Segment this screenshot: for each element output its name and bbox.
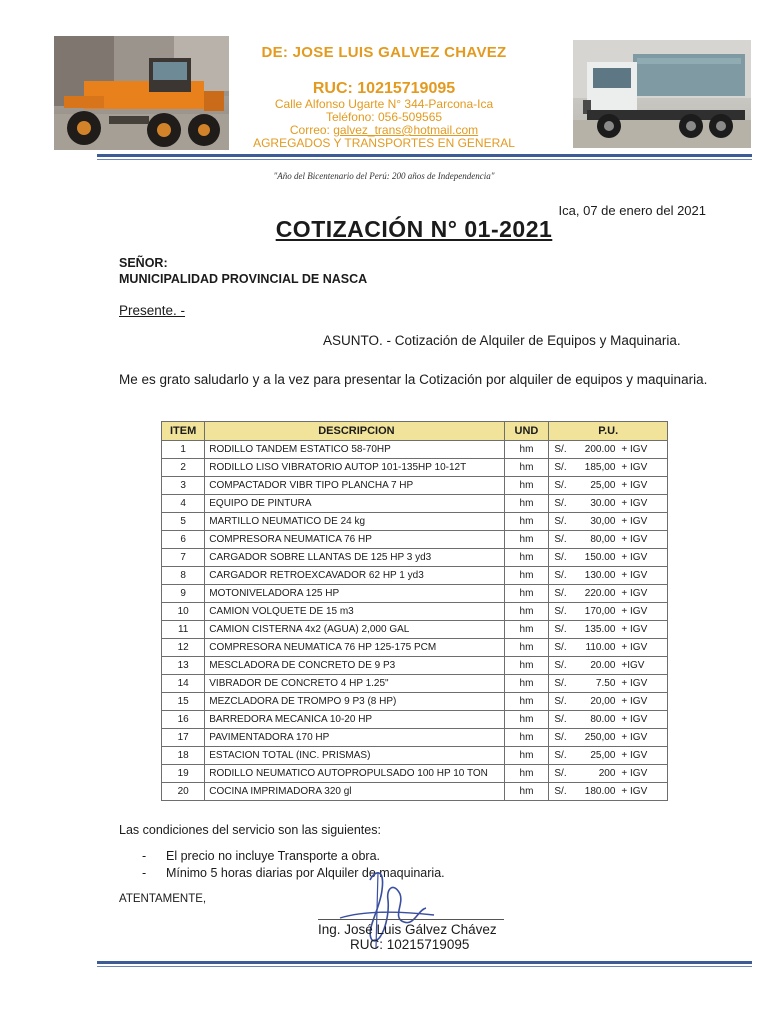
currency: S/. bbox=[554, 444, 567, 455]
closing: ATENTAMENTE, bbox=[119, 893, 207, 905]
table-row bbox=[162, 639, 668, 657]
item-unit-price bbox=[549, 711, 668, 729]
item-description: COMPRESORA NEUMATICA 76 HP bbox=[205, 531, 504, 549]
footer-rule-thin bbox=[97, 966, 752, 967]
presente-line: Presente. - bbox=[119, 303, 186, 318]
igv-note: + IGV bbox=[621, 696, 648, 707]
price-value: 30.00 bbox=[590, 498, 616, 509]
currency: S/. bbox=[554, 714, 567, 725]
price-value: 170,00 bbox=[584, 606, 616, 617]
price-value: 110.00 bbox=[585, 642, 616, 653]
item-unit: hm bbox=[504, 531, 549, 549]
price-value: 80,00 bbox=[590, 534, 616, 545]
item-unit-price bbox=[549, 621, 668, 639]
item-number: 10 bbox=[162, 603, 205, 621]
currency: S/. bbox=[554, 588, 567, 599]
price-value: 20,00 bbox=[590, 696, 616, 707]
igv-note: + IGV bbox=[621, 750, 648, 761]
item-number: 9 bbox=[162, 585, 205, 603]
item-unit-price bbox=[549, 513, 668, 531]
table-row bbox=[162, 459, 668, 477]
igv-note: + IGV bbox=[621, 642, 648, 653]
table-row bbox=[162, 711, 668, 729]
item-number: 15 bbox=[162, 693, 205, 711]
sender-ruc: RUC: 10215719095 bbox=[312, 80, 456, 97]
item-unit: hm bbox=[504, 675, 549, 693]
table-row bbox=[162, 603, 668, 621]
item-description: RODILLO NEUMATICO AUTOPROPULSADO 100 HP 10 TON bbox=[205, 765, 504, 783]
price-value: 200.00 bbox=[584, 444, 616, 455]
item-description: PAVIMENTADORA 170 HP bbox=[205, 729, 504, 747]
table-row bbox=[162, 495, 668, 513]
item-description: COCINA IMPRIMADORA 320 gl bbox=[205, 783, 504, 801]
item-unit-price bbox=[549, 729, 668, 747]
item-unit: hm bbox=[504, 513, 549, 531]
year-motto: "Año del Bicentenario del Perú: 200 años de Independencia" bbox=[273, 171, 495, 181]
item-unit: hm bbox=[504, 477, 549, 495]
price-table bbox=[161, 421, 668, 801]
price-value: 220.00 bbox=[584, 588, 616, 599]
header-rule bbox=[97, 154, 752, 157]
table-row bbox=[162, 693, 668, 711]
igv-note: + IGV bbox=[621, 570, 648, 581]
item-description: MARTILLO NEUMATICO DE 24 kg bbox=[205, 513, 504, 531]
igv-note: + IGV bbox=[621, 444, 648, 455]
currency: S/. bbox=[554, 768, 567, 779]
sender-email-line bbox=[0, 123, 768, 137]
item-description: COMPRESORA NEUMATICA 76 HP 125-175 PCM bbox=[205, 639, 504, 657]
igv-note: + IGV bbox=[621, 498, 648, 509]
price-value: 185,00 bbox=[584, 462, 616, 473]
intro-paragraph: Me es grato saludarlo y a la vez para presentar la Cotización por alquiler de equipos y maquinaria. bbox=[119, 372, 708, 387]
item-unit-price bbox=[549, 567, 668, 585]
item-number: 3 bbox=[162, 477, 205, 495]
item-unit-price bbox=[549, 531, 668, 549]
header-item: ITEM bbox=[162, 422, 205, 441]
price-value: 30,00 bbox=[590, 516, 616, 527]
item-number: 5 bbox=[162, 513, 205, 531]
document-date: Ica, 07 de enero del 2021 bbox=[558, 203, 706, 218]
item-unit: hm bbox=[504, 567, 549, 585]
currency: S/. bbox=[554, 462, 567, 473]
item-description: BARREDORA MECANICA 10-20 HP bbox=[205, 711, 504, 729]
price-value: 130.00 bbox=[584, 570, 616, 581]
sender-business: AGREGADOS Y TRANSPORTES EN GENERAL bbox=[253, 136, 515, 150]
header-description: DESCRIPCION bbox=[205, 422, 504, 441]
item-number: 6 bbox=[162, 531, 205, 549]
item-number: 2 bbox=[162, 459, 205, 477]
table-row bbox=[162, 477, 668, 495]
conditions-title: Las condiciones del servicio son las siguientes: bbox=[119, 823, 381, 837]
item-description: EQUIPO DE PINTURA bbox=[205, 495, 504, 513]
igv-note: + IGV bbox=[621, 516, 648, 527]
item-description: RODILLO TANDEM ESTATICO 58-70HP bbox=[205, 441, 504, 459]
item-unit-price bbox=[549, 747, 668, 765]
document-title: COTIZACIÓN N° 01-2021 bbox=[275, 216, 553, 242]
signer-name: Ing. José Luis Gálvez Chávez bbox=[318, 922, 497, 937]
header-unit-price: P.U. bbox=[549, 422, 668, 441]
item-unit-price bbox=[549, 675, 668, 693]
table-row bbox=[162, 783, 668, 801]
item-unit: hm bbox=[504, 603, 549, 621]
item-number: 13 bbox=[162, 657, 205, 675]
email-link[interactable]: galvez_trans@hotmail.com bbox=[333, 123, 479, 137]
currency: S/. bbox=[554, 642, 567, 653]
item-number: 1 bbox=[162, 441, 205, 459]
header-unit: UND bbox=[504, 422, 549, 441]
item-description: VIBRADOR DE CONCRETO 4 HP 1.25" bbox=[205, 675, 504, 693]
currency: S/. bbox=[554, 696, 567, 707]
price-value: 25,00 bbox=[590, 480, 616, 491]
table-row bbox=[162, 549, 668, 567]
currency: S/. bbox=[554, 624, 567, 635]
item-number: 11 bbox=[162, 621, 205, 639]
igv-note: + IGV bbox=[621, 534, 648, 545]
bullet-dash: - bbox=[142, 866, 147, 880]
table-row bbox=[162, 531, 668, 549]
price-value: 25,00 bbox=[590, 750, 616, 761]
item-unit-price bbox=[549, 639, 668, 657]
price-value: 80.00 bbox=[590, 714, 616, 725]
table-row bbox=[162, 729, 668, 747]
igv-note: + IGV bbox=[621, 768, 648, 779]
item-unit: hm bbox=[504, 711, 549, 729]
igv-note: + IGV bbox=[621, 732, 648, 743]
bullet-dash: - bbox=[142, 849, 147, 863]
table-row bbox=[162, 657, 668, 675]
recipient-salutation: SEÑOR: bbox=[119, 256, 168, 270]
item-description: CAMION CISTERNA 4x2 (AGUA) 2,000 GAL bbox=[205, 621, 504, 639]
table-row bbox=[162, 765, 668, 783]
currency: S/. bbox=[554, 534, 567, 545]
item-description: CAMION VOLQUETE DE 15 m3 bbox=[205, 603, 504, 621]
igv-note: + IGV bbox=[621, 786, 648, 797]
item-unit-price bbox=[549, 459, 668, 477]
sender-address: Calle Alfonso Ugarte N° 344-Parcona-Ica bbox=[274, 97, 494, 111]
header-rule-thin bbox=[97, 159, 752, 160]
table-row bbox=[162, 513, 668, 531]
item-number: 19 bbox=[162, 765, 205, 783]
price-value: 250,00 bbox=[584, 732, 616, 743]
item-description: COMPACTADOR VIBR TIPO PLANCHA 7 HP bbox=[205, 477, 504, 495]
item-unit-price bbox=[549, 765, 668, 783]
igv-note: + IGV bbox=[621, 552, 648, 563]
item-unit: hm bbox=[504, 693, 549, 711]
item-unit: hm bbox=[504, 621, 549, 639]
signer-ruc: RUC: 10215719095 bbox=[350, 937, 470, 952]
currency: S/. bbox=[554, 750, 567, 761]
item-unit-price bbox=[549, 657, 668, 675]
item-unit-price bbox=[549, 783, 668, 801]
currency: S/. bbox=[554, 498, 567, 509]
item-number: 7 bbox=[162, 549, 205, 567]
table-row bbox=[162, 441, 668, 459]
signature-line bbox=[318, 919, 504, 920]
item-unit: hm bbox=[504, 765, 549, 783]
item-description: CARGADOR SOBRE LLANTAS DE 125 HP 3 yd3 bbox=[205, 549, 504, 567]
item-unit-price bbox=[549, 603, 668, 621]
item-unit: hm bbox=[504, 585, 549, 603]
currency: S/. bbox=[554, 606, 567, 617]
item-number: 17 bbox=[162, 729, 205, 747]
email-label: Correo: bbox=[289, 123, 330, 137]
currency: S/. bbox=[554, 552, 567, 563]
item-unit: hm bbox=[504, 747, 549, 765]
price-value: 135.00 bbox=[584, 624, 616, 635]
item-number: 8 bbox=[162, 567, 205, 585]
igv-note: + IGV bbox=[621, 714, 648, 725]
item-number: 4 bbox=[162, 495, 205, 513]
currency: S/. bbox=[554, 516, 567, 527]
item-number: 20 bbox=[162, 783, 205, 801]
igv-note: +IGV bbox=[621, 660, 645, 671]
item-unit: hm bbox=[504, 441, 549, 459]
price-value: 200 bbox=[598, 768, 616, 779]
table-row bbox=[162, 567, 668, 585]
condition-text: Mínimo 5 horas diarias por Alquiler de maquinaria. bbox=[166, 866, 445, 880]
item-description: MEZCLADORA DE TROMPO 9 P3 (8 HP) bbox=[205, 693, 504, 711]
table-header-row bbox=[162, 422, 668, 441]
price-value: 7.50 bbox=[595, 678, 616, 689]
item-description: RODILLO LISO VIBRATORIO AUTOP 101-135HP 10-12T bbox=[205, 459, 504, 477]
igv-note: + IGV bbox=[621, 678, 648, 689]
footer-rule bbox=[97, 961, 752, 964]
item-description: MESCLADORA DE CONCRETO DE 9 P3 bbox=[205, 657, 504, 675]
item-number: 18 bbox=[162, 747, 205, 765]
table-body bbox=[162, 441, 668, 801]
price-value: 20.00 bbox=[590, 660, 616, 671]
igv-note: + IGV bbox=[621, 480, 648, 491]
item-unit: hm bbox=[504, 549, 549, 567]
price-value: 180.00 bbox=[584, 786, 616, 797]
igv-note: + IGV bbox=[621, 624, 648, 635]
currency: S/. bbox=[554, 786, 567, 797]
item-description: MOTONIVELADORA 125 HP bbox=[205, 585, 504, 603]
igv-note: + IGV bbox=[621, 588, 648, 599]
item-unit-price bbox=[549, 585, 668, 603]
currency: S/. bbox=[554, 570, 567, 581]
condition-text: El precio no incluye Transporte a obra. bbox=[166, 849, 381, 863]
item-unit: hm bbox=[504, 729, 549, 747]
item-unit-price bbox=[549, 693, 668, 711]
item-unit: hm bbox=[504, 459, 549, 477]
item-unit: hm bbox=[504, 783, 549, 801]
item-unit-price bbox=[549, 441, 668, 459]
item-unit-price bbox=[549, 477, 668, 495]
currency: S/. bbox=[554, 480, 567, 491]
item-unit-price bbox=[549, 549, 668, 567]
sender-phone: Teléfono: 056-509565 bbox=[325, 110, 443, 124]
item-unit: hm bbox=[504, 657, 549, 675]
table-row bbox=[162, 675, 668, 693]
subject-line: ASUNTO. - Cotización de Alquiler de Equipos y Maquinaria. bbox=[323, 333, 681, 348]
item-number: 16 bbox=[162, 711, 205, 729]
table-row bbox=[162, 747, 668, 765]
table-row bbox=[162, 621, 668, 639]
item-number: 12 bbox=[162, 639, 205, 657]
igv-note: + IGV bbox=[621, 462, 648, 473]
table-row bbox=[162, 585, 668, 603]
item-unit: hm bbox=[504, 495, 549, 513]
price-value: 150.00 bbox=[584, 552, 616, 563]
currency: S/. bbox=[554, 732, 567, 743]
currency: S/. bbox=[554, 660, 567, 671]
currency: S/. bbox=[554, 678, 567, 689]
recipient-name: MUNICIPALIDAD PROVINCIAL DE NASCA bbox=[119, 272, 368, 286]
sender-name: DE: JOSE LUIS GALVEZ CHAVEZ bbox=[261, 44, 507, 61]
item-description: CARGADOR RETROEXCAVADOR 62 HP 1 yd3 bbox=[205, 567, 504, 585]
item-number: 14 bbox=[162, 675, 205, 693]
item-unit-price bbox=[549, 495, 668, 513]
igv-note: + IGV bbox=[621, 606, 648, 617]
item-unit: hm bbox=[504, 639, 549, 657]
item-description: ESTACION TOTAL (INC. PRISMAS) bbox=[205, 747, 504, 765]
